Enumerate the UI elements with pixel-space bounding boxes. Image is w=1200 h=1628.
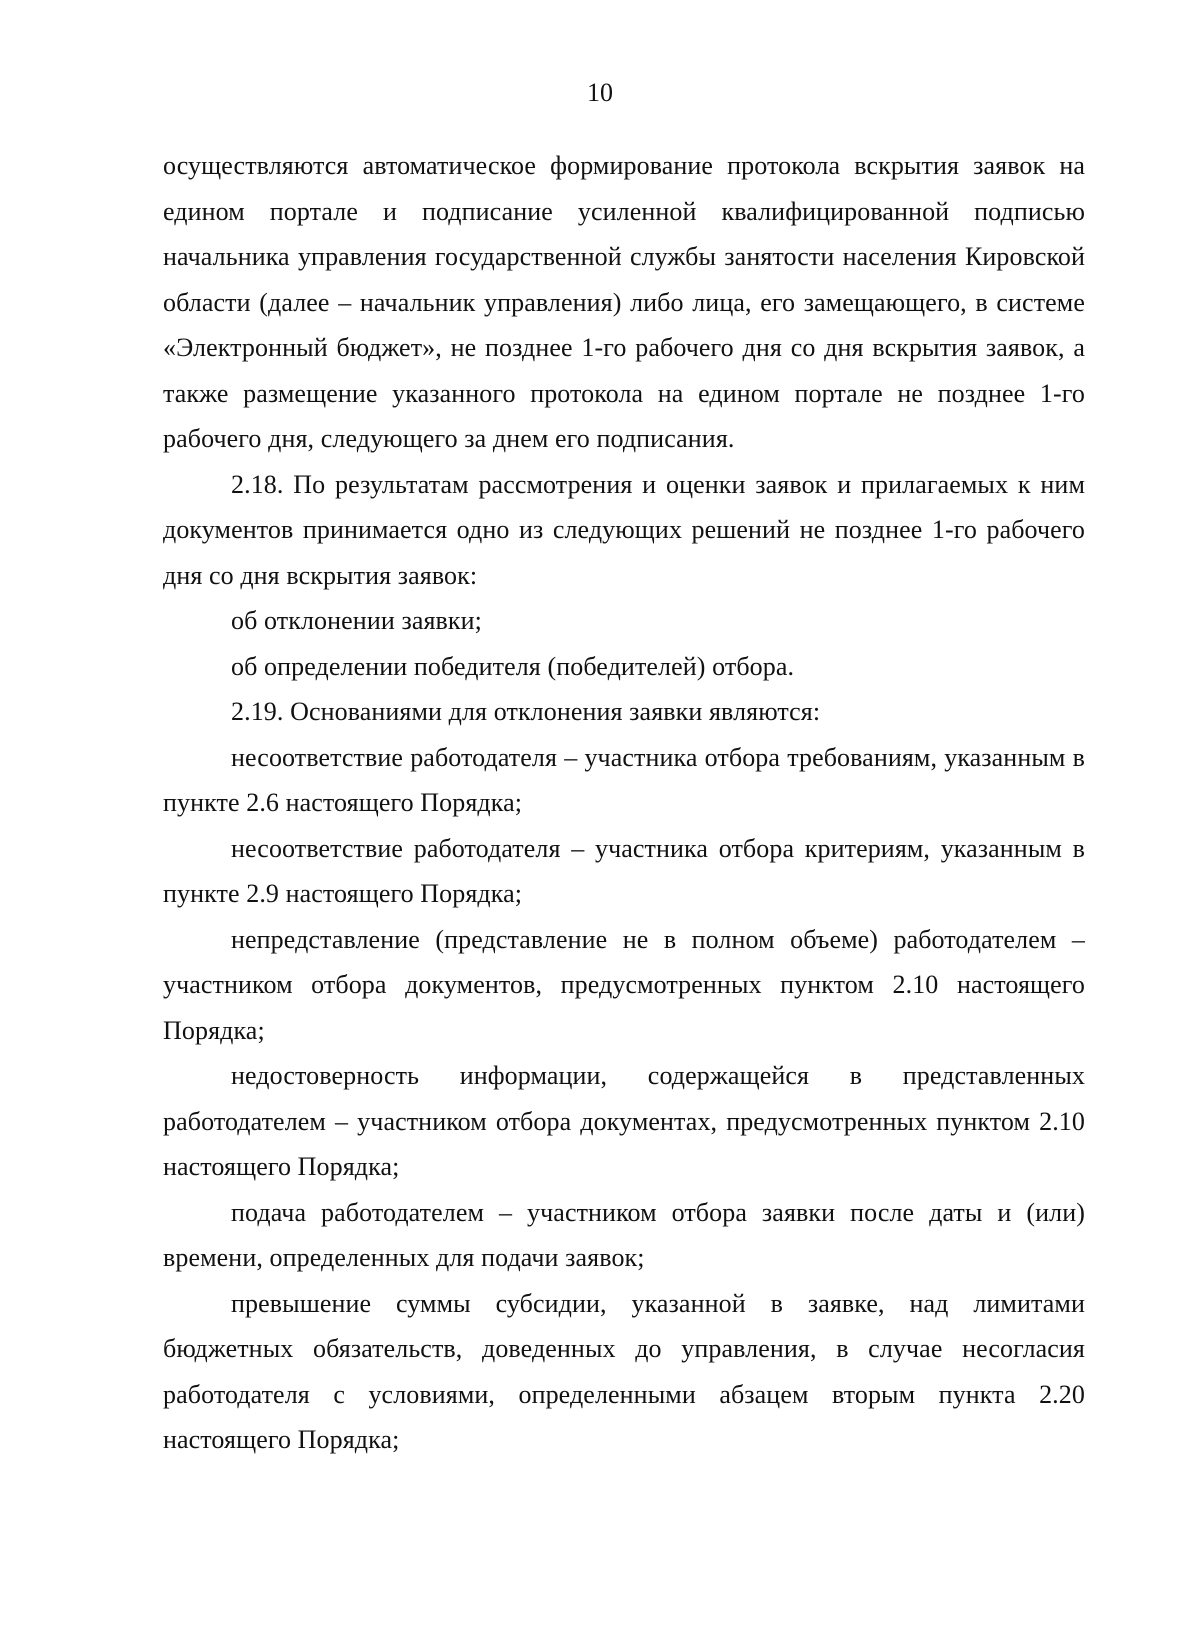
page-number: 10 (587, 78, 613, 107)
paragraph-2-19: 2.19. Основаниями для отклонения заявки являются: (231, 697, 821, 726)
paragraph-decision-reject: об отклонении заявки; (231, 606, 482, 635)
paragraph-ground-documents: непредставление (представление не в полном объеме) работодателем – участником отбора документов, предусмотренных пунктом 2.10 настоящего Порядка; (163, 924, 1085, 1045)
paragraph-ground-late-submission: подача работодателем – участником отбора заявки после даты и (или) времени, определенных для подачи заявок; (163, 1197, 1085, 1272)
paragraph-decision-winner: об определении победителя (победителей) отбора. (231, 651, 795, 681)
paragraph-ground-limit-excess: превышение суммы субсидии, указанной в заявке, над лимитами бюджетных обязательств, доведенных до управления, в случае несогласия работодателя с условиями, определенными абзацем вторым пункта 2.20 настоящего Порядка; (163, 1288, 1085, 1454)
paragraph-ground-criteria: несоответствие работодателя – участника отбора критериям, указанным в пункте 2.9 настоящего Порядка; (163, 833, 1085, 908)
paragraph-ground-requirements: несоответствие работодателя – участника отбора требованиям, указанным в пункте 2.6 настоящего Порядка; (163, 742, 1085, 817)
paragraph-2-18: 2.18. По результатам рассмотрения и оценки заявок и прилагаемых к ним документов принимается одно из следующих решений не позднее 1-го рабочего дня со дня вскрытия заявок: (163, 469, 1085, 590)
document-body (163, 143, 1085, 1463)
paragraph-ground-unreliable-info: недостоверность информации, содержащейся в представленных работодателем – участником отбора документах, предусмотренных пунктом 2.10 настоящего Порядка; (163, 1061, 1085, 1181)
paragraph-continuation: осуществляются автоматическое формирование протокола вскрытия заявок на едином портале и подписание усиленной квалифицированной подписью начальника управления государственной службы занятости населения Кировской области (далее – начальник управления) либо лица, его замещающего, в системе «Электронный бюджет», не позднее 1-го рабочего дня со дня вскрытия заявок, а также размещение указанного протокола на едином портале не позднее 1-го рабочего дня, следующего за днем его подписания. (163, 151, 1085, 453)
